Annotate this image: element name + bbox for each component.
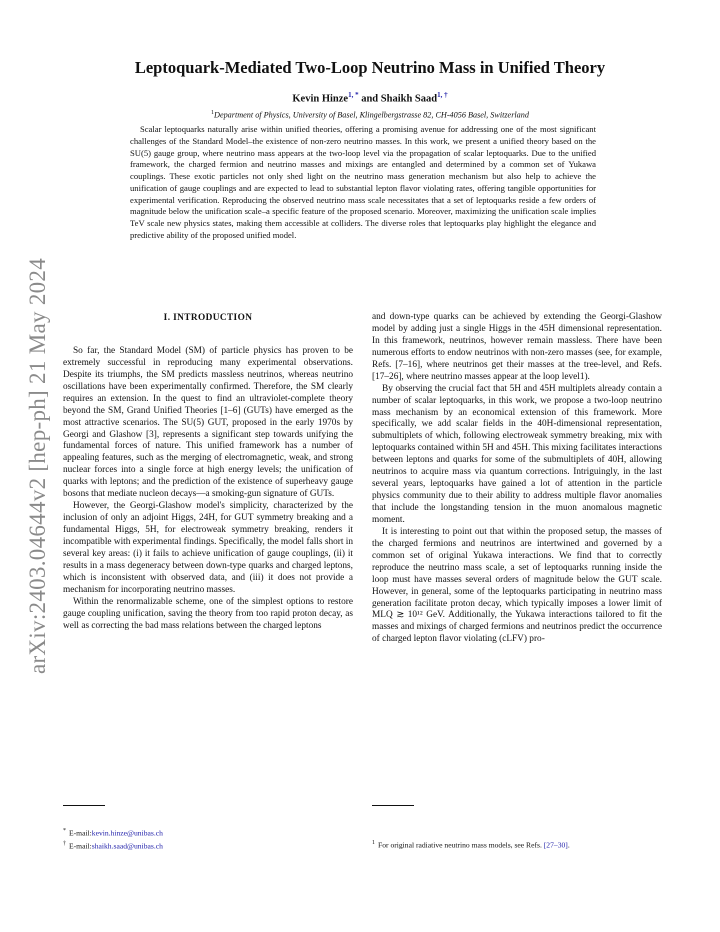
footnote-mark: 1 bbox=[372, 840, 375, 846]
paper-header bbox=[90, 58, 650, 119]
footnotes-right bbox=[372, 838, 662, 851]
footnote-text: For original radiative neutrino mass models, see Refs. bbox=[378, 840, 542, 850]
intro-paragraph-5: By observing the crucial fact that 5H and 45H multiplets already contain a number of scalar leptoquarks, in this work, we propose a two-loop neutrino mass mechanism by an economical extension of this framework. More specifically, we add scalar fields in the 40H-dimensional representation, submultiplets of which, following electroweak symmetry breaking, mix with leptoquarks contained within 5H and 45H. This mixing facilitates interactions between leptons and quarks for some of the submultiplets of 40H, allowing neutrinos to acquire mass via quantum corrections. Intriguingly, in the last several years, leptoquarks have gained a lot of attention in the particle physics community due to their ability to address multiple flavor anomalies that include the longstanding tension in the muon anomalous magnetic moment. bbox=[372, 383, 662, 525]
author-line bbox=[90, 91, 650, 105]
right-column bbox=[372, 312, 662, 646]
intro-paragraph-3: Within the renormalizable scheme, one of the simplest options to restore gauge coupling unification, saving the theory from too rapid proton decay, as well as correcting the bad mass relations between the charged leptons bbox=[63, 596, 353, 631]
author-1-mark: 1, * bbox=[348, 91, 359, 99]
footnote-end: . bbox=[567, 840, 570, 850]
author-conjunction: and bbox=[361, 93, 379, 105]
footnote-rule-right bbox=[372, 805, 414, 806]
author-2-mark: 1, † bbox=[437, 91, 448, 99]
left-column bbox=[63, 313, 353, 632]
section-heading: I. INTRODUCTION bbox=[163, 313, 253, 323]
footnote-label: E-mail: bbox=[69, 828, 92, 838]
footnote-mark: * bbox=[63, 828, 66, 834]
paper-title: Leptoquark-Mediated Two-Loop Neutrino Mass in Unified Theory bbox=[134, 58, 606, 77]
intro-paragraph-1: So far, the Standard Model (SM) of particle physics has proven to be extremely successful in reproducing many experimental observations. Despite its triumphs, the SM predicts massless neutrinos, whereas neutrino oscillations have been experimentally confirmed. Therefore, the SM clearly requires an extension. In the quest to find an ultraviolet-complete theory beyond the SM, Grand Unified Theories [1–6] (GUTs) have emerged as the most attractive scenarios. The SU(5) GUT, proposed in the early 1970s by Georgi and Glashow [3], represents a significant step towards unifying the fundamental forces of nature. This unified framework has a number of appealing features, such as the merging of electromagnetic, weak, and strong nuclear forces into a single force at high energy levels; the unification of quarks with leptons; and the prediction of the existence of superheavy gauge bosons that mediate nucleon decays—a smoking-gun signature of GUTs. bbox=[63, 345, 353, 500]
affiliation-text: Department of Physics, University of Basel, Klingelbergstrasse 82, CH-4056 Basel, Switzerland bbox=[214, 110, 529, 120]
footnote-rule-left bbox=[63, 805, 105, 806]
author-1: Kevin Hinze bbox=[292, 93, 349, 105]
footnote-mark: † bbox=[63, 841, 66, 848]
affiliation bbox=[90, 110, 650, 120]
footnote-email-2 bbox=[63, 839, 353, 852]
intro-paragraph-2: However, the Georgi-Glashow model's simplicity, characterized by the inclusion of only an adjoint Higgs, 24H, for GUT symmetry breaking and a fundamental Higgs, 5H, for electroweak symmetry breaking, renders it incompatible with experimental findings. Specifically, the model falls short in several key areas: (i) it fails to achieve unification of gauge couplings, (ii) it results in a mass degeneracy between down-type quarks and charged leptons, which is inconsistent with observed data, and (iii) it does not provide a mechanism for incorporating neutrino masses. bbox=[63, 501, 353, 595]
email-link[interactable]: shaikh.saad@unibas.ch bbox=[91, 841, 163, 851]
footnote-label: E-mail: bbox=[69, 841, 92, 851]
footnote-email-1 bbox=[63, 826, 353, 839]
email-link[interactable]: kevin.hinze@unibas.ch bbox=[91, 828, 163, 838]
abstract: Scalar leptoquarks naturally arise within unified theories, offering a promising avenue for addressing one of the most significant challenges of the Standard Model–the existence of non-zero neutrino masses. In this work, we present a unified theory based on the SU(5) gauge group, where neutrino mass appears at the two-loop level via the propagation of scalar leptoquarks. Due to the unified framework, the charged fermion and neutrino masses and mixings are entangled and determined by a common set of Yukawa couplings. These exotic particles not only shed light on the neutrino mass generation mechanism but also help to achieve the unification of gauge couplings and are expected to lead to substantial lepton flavor violating rates, offering tangible opportunities for experimental verification. Reproducing the observed neutrino mass scale necessitates that a set of leptoquarks reside a few orders of magnitude below the unification scale–a specific feature of the proposed scenario. Moreover, maximizing the unification scale implies TeV scale new physics states, making them accessible at colliders. The diverse roles that leptoquarks play highlight the elegance and predictive ability of the proposed unified model. bbox=[130, 124, 596, 240]
intro-paragraph-4: and down-type quarks can be achieved by extending the Georgi-Glashow model by adding just a single Higgs in the 45H dimensional representation. In this framework, neutrinos, however remain massless. There have been numerous efforts to endow neutrinos with non-zero masses (see, for example, Refs. [7–16], where neutrinos get their masses at the tree-level, and Refs. [17–26], where neutrino masses appear at the loop level1). bbox=[372, 312, 662, 382]
author-2: Shaikh Saad bbox=[380, 93, 438, 105]
arxiv-identifier bbox=[8, 0, 68, 932]
intro-paragraph-6: It is interesting to point out that within the proposed setup, the masses of the charged fermions and neutrinos are intertwined and governed by a common set of original Yukawa interactions. We find that to correctly reproduce the neutrino mass scale, a set of leptoquarks running inside the loop must have masses several orders of magnitude below the GUT scale. However, in general, some of the leptoquarks participating in neutrino mass generation facilitate proton decay, which typically imposes a lower limit of MLQ ≳ 10¹² GeV. Additionally, the Yukawa interactions tailored to fit the masses and mixings of charged fermions and neutrinos predict the occurrence of charged lepton flavor violating (cLFV) pro- bbox=[372, 526, 662, 645]
arxiv-id-text: arXiv:2403.04644v2 [hep-ph] 21 May 2024 bbox=[25, 257, 50, 675]
affiliation-mark: 1 bbox=[211, 109, 215, 116]
reference-link[interactable]: [27–30] bbox=[543, 840, 568, 850]
footnotes-left bbox=[63, 826, 353, 852]
